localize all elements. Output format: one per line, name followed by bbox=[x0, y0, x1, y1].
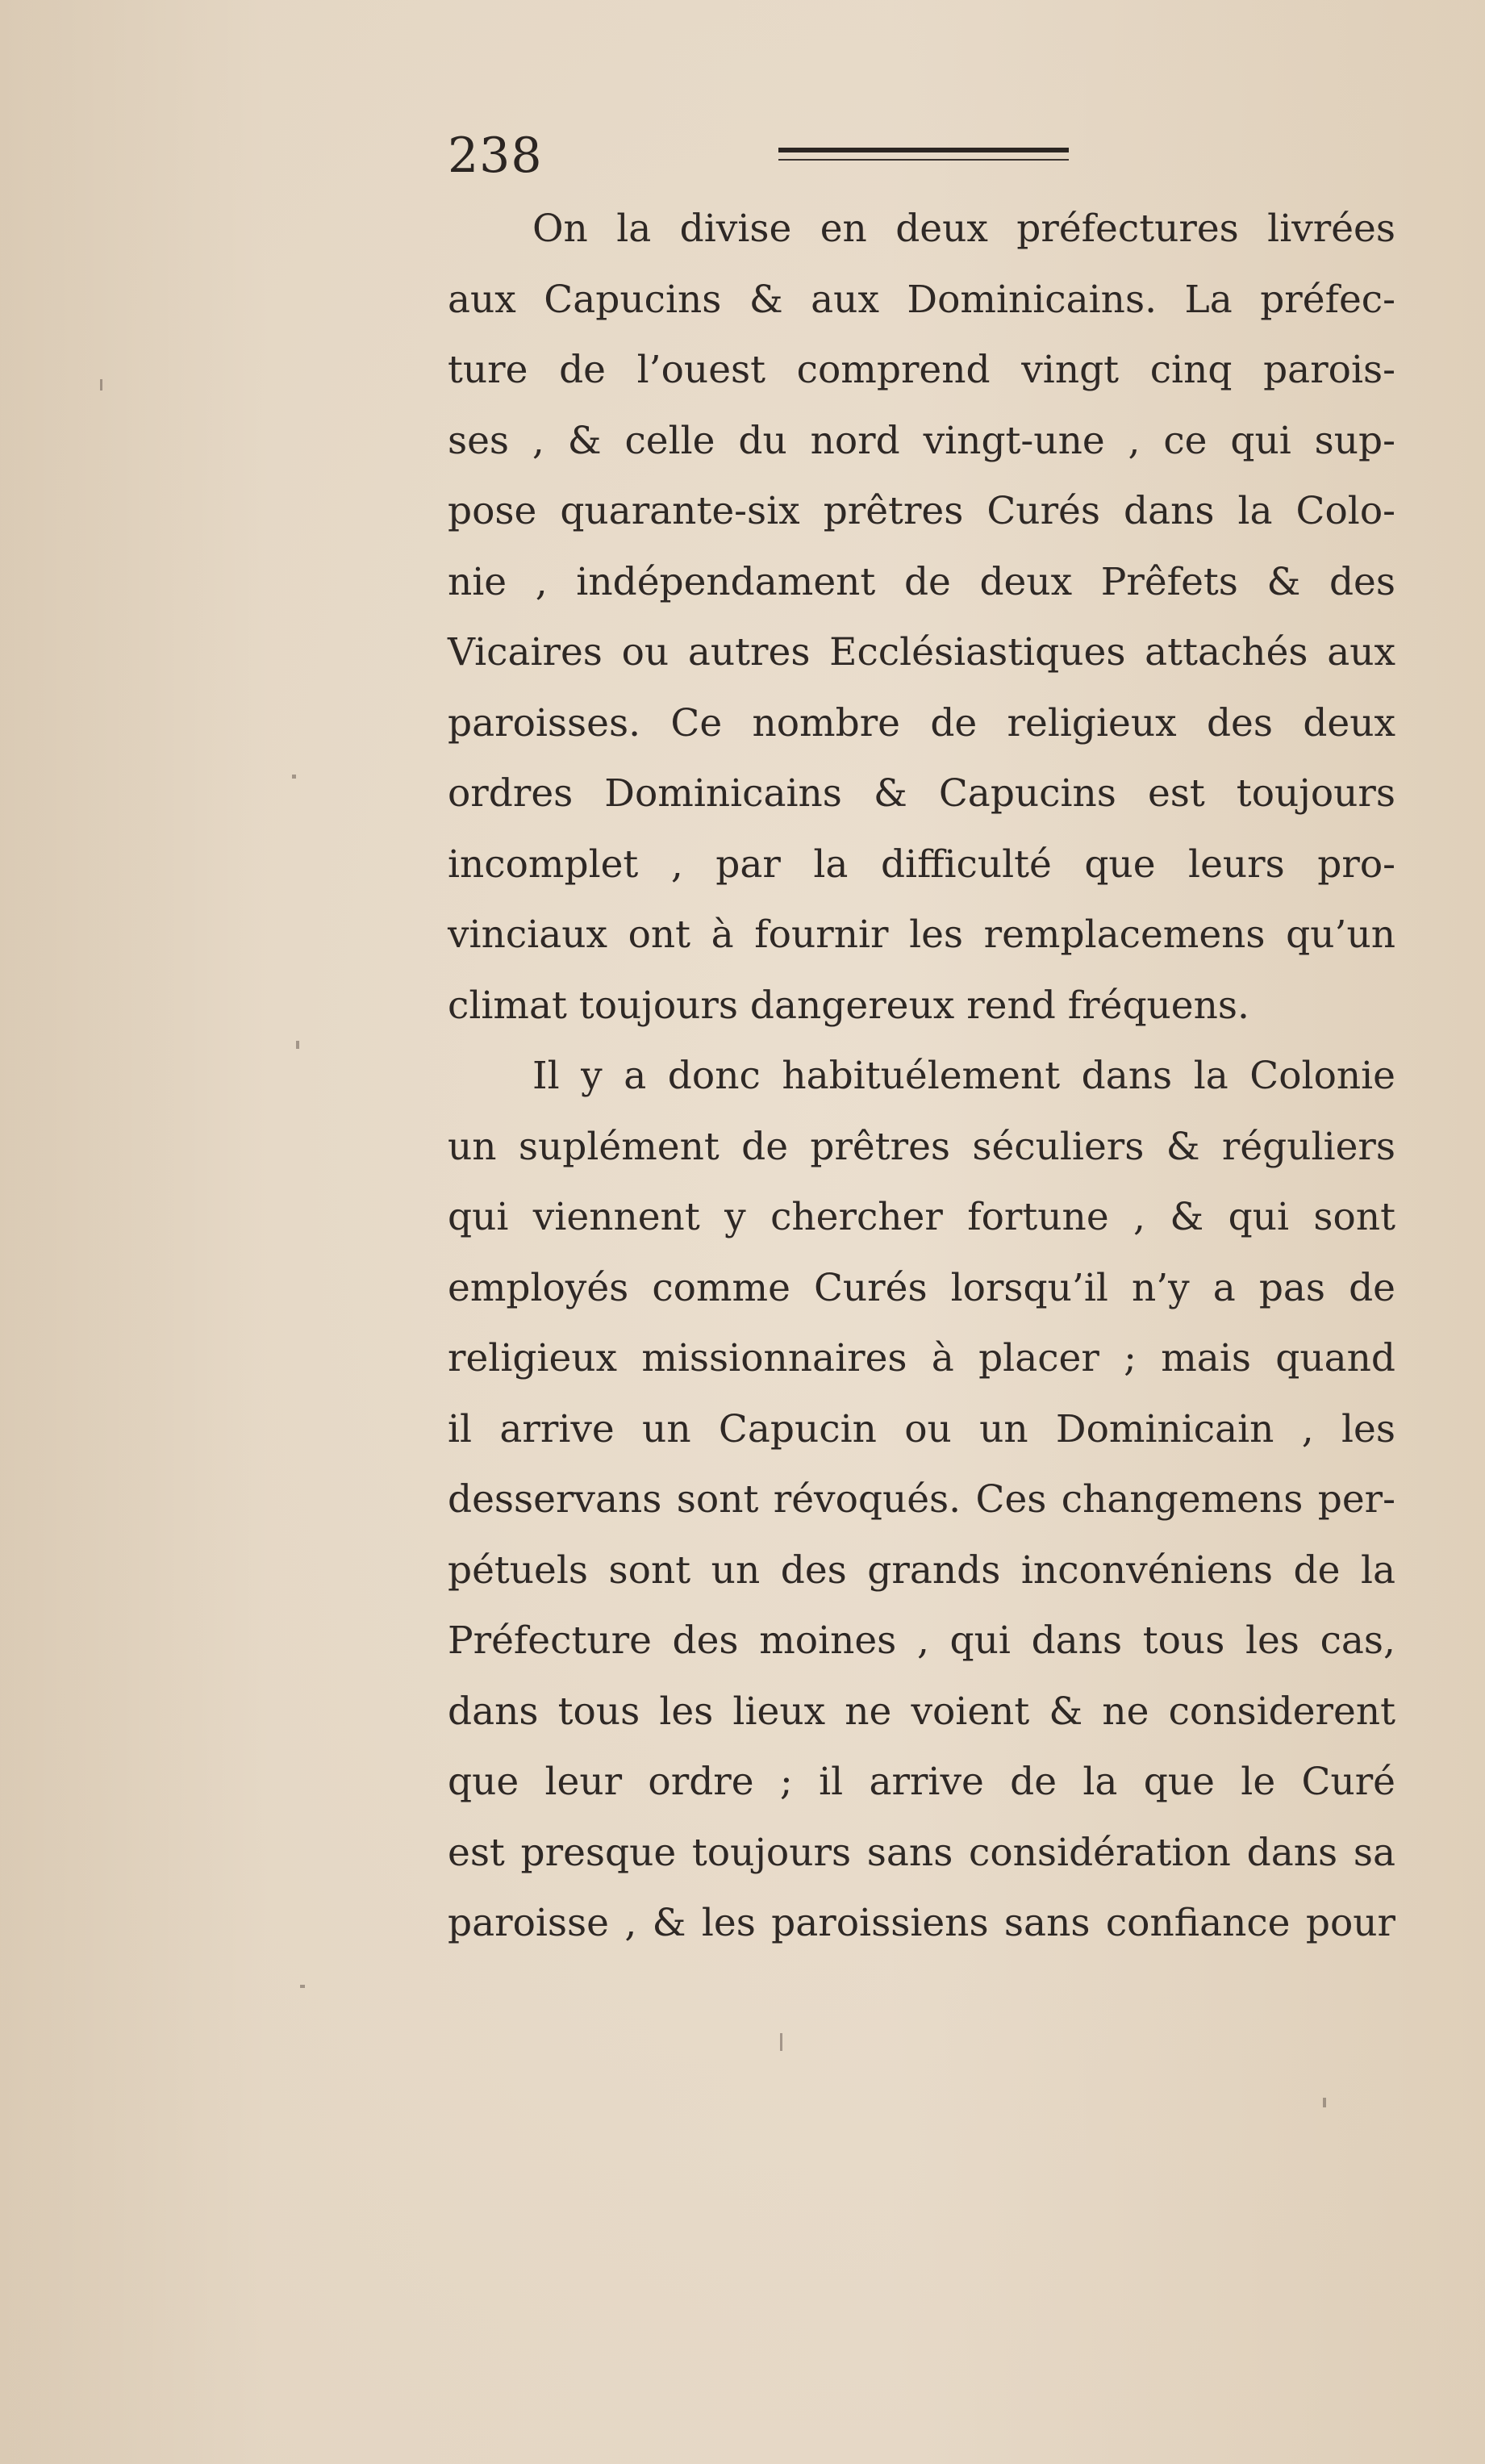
paper-speck bbox=[300, 1985, 305, 1988]
text-line: pose quarante-six prêtres Curés dans la Colo- bbox=[448, 489, 1395, 533]
text-line: un suplément de prêtres séculiers & réguliers bbox=[448, 1124, 1395, 1169]
text-line: paroisses. Ce nombre de religieux des deux bbox=[448, 700, 1395, 745]
text-line: desservans sont révoqués. Ces changemens per- bbox=[448, 1477, 1395, 1522]
text-line: aux Capucins & aux Dominicains. La préfec- bbox=[448, 277, 1395, 322]
text-line: ture de l’ouest comprend vingt cinq parois- bbox=[448, 348, 1395, 392]
header-rule-thin bbox=[778, 159, 1069, 161]
body-text bbox=[448, 194, 1395, 1959]
paper-speck bbox=[1323, 2098, 1326, 2107]
text-line: pétuels sont un des grands inconvéniens de la bbox=[448, 1547, 1395, 1593]
text-line: On la divise en deux préfectures livrées bbox=[532, 207, 1395, 251]
text-line: climat toujours dangereux rend fréquens. bbox=[448, 983, 1249, 1028]
text-line: Il y a donc habituélement dans la Colonie bbox=[532, 1054, 1395, 1098]
paper-speck bbox=[780, 2033, 782, 2051]
text-line: paroisse , & les paroissiens sans confiance pour bbox=[448, 1901, 1395, 1945]
text-line: ordres Dominicains & Capucins est toujours bbox=[448, 771, 1395, 816]
text-line: Préfecture des moines , qui dans tous les cas, bbox=[448, 1618, 1395, 1663]
paper-speck bbox=[292, 775, 296, 779]
text-line: dans tous les lieux ne voient & ne considerent bbox=[448, 1689, 1395, 1734]
paper-speck bbox=[100, 379, 102, 390]
text-line: qui viennent y chercher fortune , & qui sont bbox=[448, 1195, 1395, 1239]
text-line: incomplet , par la difficulté que leurs pro- bbox=[448, 842, 1395, 887]
text-line: que leur ordre ; il arrive de la que le Curé bbox=[448, 1760, 1395, 1804]
text-line: Vicaires ou autres Ecclésiastiques attachés aux bbox=[448, 630, 1395, 674]
paragraph-1 bbox=[448, 194, 1395, 1041]
text-line: nie , indépendament de deux Prêfets & des bbox=[448, 559, 1395, 604]
page-number: 238 bbox=[448, 127, 543, 184]
text-line: religieux missionnaires à placer ; mais quand bbox=[448, 1336, 1395, 1380]
paragraph-2 bbox=[448, 1041, 1395, 1959]
text-line: il arrive un Capucin ou un Dominicain , les bbox=[448, 1406, 1395, 1451]
paper-speck bbox=[296, 1041, 299, 1049]
text-line: employés comme Curés lorsqu’il n’y a pas de bbox=[448, 1265, 1395, 1310]
text-line: est presque toujours sans considération dans sa bbox=[448, 1830, 1395, 1875]
text-line: ses , & celle du nord vingt-une , ce qui sup- bbox=[448, 418, 1395, 463]
text-line: vinciaux ont à fournir les remplacemens qu’un bbox=[448, 913, 1395, 957]
header-rule-thick bbox=[778, 148, 1069, 152]
